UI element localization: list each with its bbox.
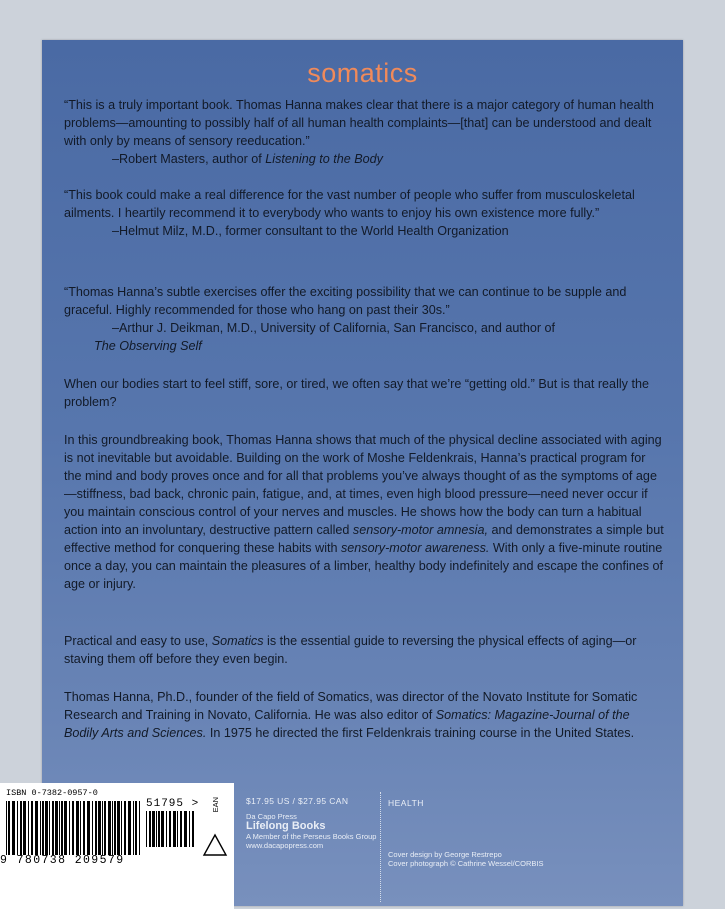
publisher-url: www.dacapopress.com <box>246 841 324 850</box>
barcode-bar <box>6 801 7 855</box>
barcode-bar <box>128 801 131 855</box>
quote-2 <box>64 186 664 240</box>
imprint-logo: Lifelong Books <box>246 820 326 832</box>
quote-1-attribution <box>112 150 664 168</box>
quote-3 <box>64 283 664 355</box>
isbn-text: ISBN 0-7382-0957-0 <box>6 788 98 798</box>
barcode-bar <box>108 801 111 855</box>
barcode-bar <box>64 801 67 855</box>
quote-1-text: “This is a truly important book. Thomas Hanna makes clear that there is a major category of human health problems—amounting to possibly half of all human health complaints—[that] can be understood and dealt with only by means of sensory reeducation.” <box>64 98 654 148</box>
price-code: 51795 > <box>146 798 200 810</box>
barcode-bar <box>87 801 90 855</box>
quote-1 <box>64 96 664 168</box>
ean-label: EAN <box>211 797 220 813</box>
barcode-bar <box>184 811 187 847</box>
barcode-bar <box>112 801 113 855</box>
barcode-bar <box>49 801 50 855</box>
barcode-bar <box>42 801 44 855</box>
barcode-bar <box>59 801 60 855</box>
barcode-bar <box>173 811 176 847</box>
quote-2-text: “This book could make a real difference for the vast number of people who suffer from musculoskeletal ailments. I heartily recommend it to everybody who wants to enjoy his own existence more fully.” <box>64 188 635 220</box>
barcode-bar <box>180 811 182 847</box>
barcode-bar <box>28 801 29 855</box>
barcode-bar <box>12 801 15 855</box>
addon-barcode <box>146 811 196 847</box>
cover-design-credit: Cover design by George Restrepo <box>388 850 502 859</box>
barcode-bar <box>52 801 54 855</box>
publisher-name: Da Capo Press <box>246 812 297 821</box>
barcode-bar <box>8 801 10 855</box>
author-bio: Thomas Hanna, Ph.D., founder of the field of Somatics, was director of the Novato Institute for Somatic Research and Training in Novato, California. He was also editor of Somatics: Magazine-Journal of the Bodily Arts and Sciences. In 1975 he directed the first Feldenkrais training course in the United States. <box>64 690 638 740</box>
barcode-bar <box>20 801 22 855</box>
barcode-bar <box>102 801 103 855</box>
barcode-bar <box>45 801 48 855</box>
barcode-bar <box>31 801 33 855</box>
barcode-bar <box>114 801 116 855</box>
quote-2-attribution <box>112 222 664 240</box>
barcode-bar <box>177 811 178 847</box>
quote-1-author: –Robert Masters, author of <box>112 152 266 166</box>
price-line: $17.95 US / $27.95 CAN <box>246 796 349 806</box>
barcode-bar <box>146 811 147 847</box>
category-label: HEALTH <box>388 798 424 808</box>
barcode-bar <box>124 801 126 855</box>
barcode-bar <box>92 801 93 855</box>
barcode-bar <box>76 801 79 855</box>
barcode-box <box>0 783 234 909</box>
barcode-bar <box>98 801 101 855</box>
quote-2-author: –Helmut Milz, M.D., former consultant to the World Health Organization <box>112 224 509 238</box>
barcode-bar <box>61 801 63 855</box>
barcode-bar <box>104 801 106 855</box>
barcode-bar <box>83 801 85 855</box>
publisher-info <box>246 797 376 850</box>
barcode-bar <box>80 801 81 855</box>
barcode-bar <box>72 801 74 855</box>
barcode-bar <box>117 801 120 855</box>
barcode-bar <box>133 801 134 855</box>
quote-3-text: “Thomas Hanna’s subtle exercises offer the exciting possibility that we can continue to be supple and graceful. Highly recommended for those who hang on past their 30s.” <box>64 285 627 317</box>
divider <box>380 792 381 902</box>
barcode-bar <box>69 801 70 855</box>
intro-paragraph: When our bodies start to feel stiff, sore, or tired, we often say that we’re “getting old.” But is that really the problem? <box>64 377 649 409</box>
quote-3-book: The Observing Self <box>94 339 202 353</box>
barcode-bar <box>156 811 157 847</box>
barcode-bar <box>35 801 38 855</box>
barcode-bar <box>161 811 164 847</box>
barcode-bar <box>192 811 194 847</box>
barcode-bar <box>158 811 160 847</box>
barcode-bar <box>139 801 140 855</box>
barcode-bar <box>169 811 171 847</box>
triangle-icon <box>202 833 228 857</box>
barcode-bar <box>23 801 26 855</box>
barcode-bar <box>152 811 155 847</box>
summary-paragraph: Practical and easy to use, Somatics is the essential guide to reversing the physical effects of aging—or staving them off before they even begin. <box>64 634 637 666</box>
quote-3-attribution: –Arthur J. Deikman, M.D., University of California, San Francisco, and author of <box>112 321 556 335</box>
barcode-bar <box>40 801 41 855</box>
barcode-bar <box>121 801 122 855</box>
ean-barcode <box>6 801 142 855</box>
barcode-bar <box>95 801 97 855</box>
back-cover <box>42 40 683 906</box>
credits-info <box>388 799 543 868</box>
barcode-bar <box>17 801 18 855</box>
barcode-digits: 9 780738 209579 <box>0 854 125 867</box>
quote-1-book: Listening to the Body <box>265 152 383 166</box>
cover-photo-credit: Cover photograph © Cathrine Wessel/CORBIS <box>388 859 544 868</box>
description-paragraph: In this groundbreaking book, Thomas Hanna shows that much of the physical decline associated with aging is not inevitable but avoidable. Building on the work of Moshe Feldenkrais, Hanna’s practical program for the mind and body proves once and for all that problems you’ve always thought of as the symptoms of age—stiffness, bad back, chronic pain, fatigue, and, at times, even high blood pressure—need never occur if you maintain conscious control of your nerves and muscles. He shows how the body can turn a habitual action into an involuntary, destructive pattern called sensory-motor amnesia, and demonstrates a simple but effective method for conquering these habits with sensory-motor awareness. With only a five-minute routine once a day, you can maintain the pleasures of a limber, healthy body indefinitely and escape the confines of age or injury. <box>64 433 664 591</box>
barcode-bar <box>189 811 190 847</box>
barcode-bar <box>149 811 151 847</box>
barcode-bar <box>55 801 58 855</box>
barcode-bar <box>135 801 137 855</box>
barcode-bar <box>166 811 167 847</box>
book-title: somatics <box>307 58 418 88</box>
publisher-member: A Member of the Perseus Books Group <box>246 832 377 841</box>
